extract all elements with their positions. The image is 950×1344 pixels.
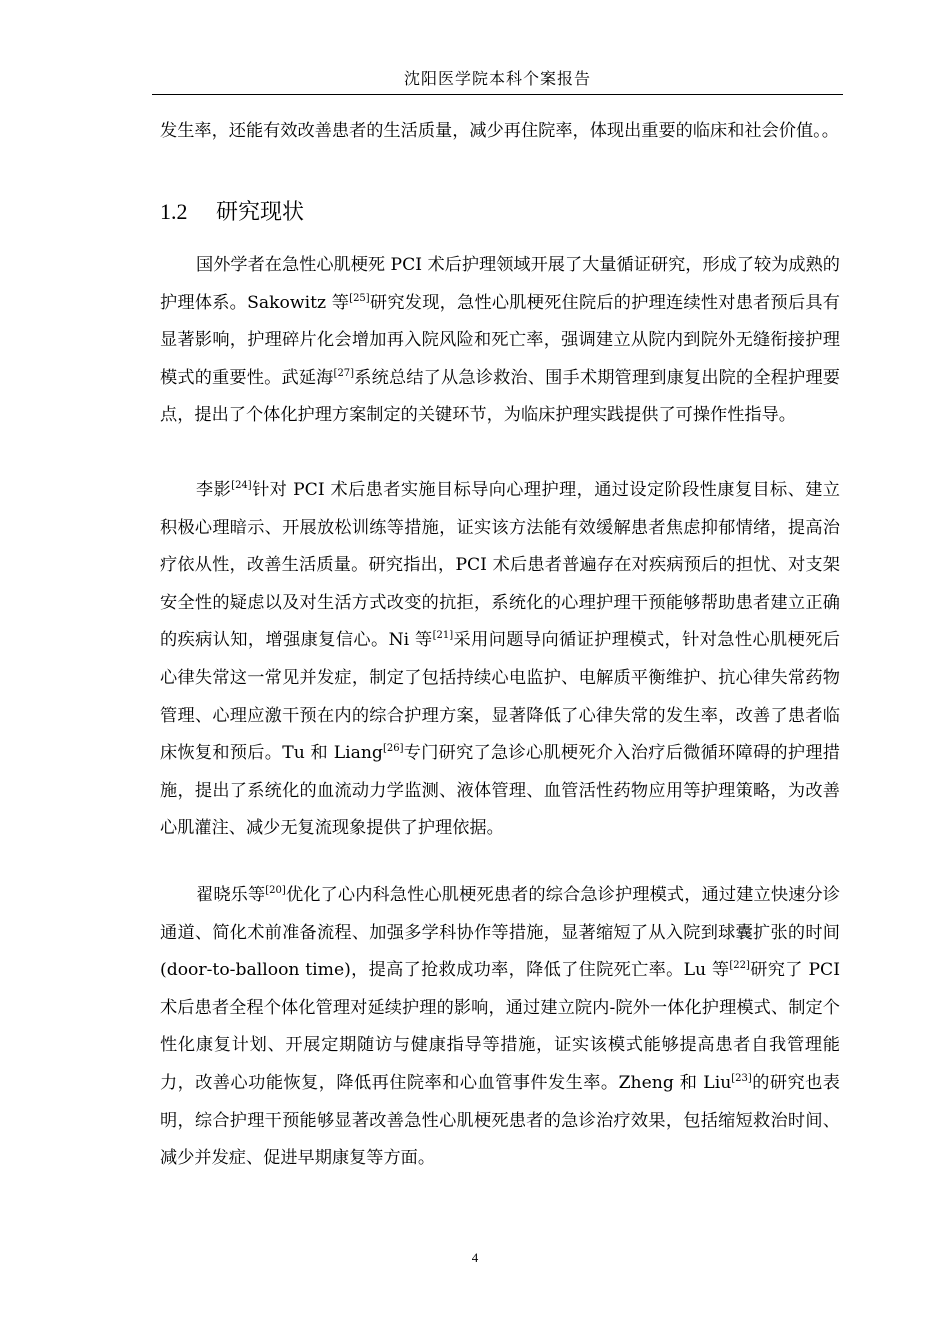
section-number: 1.2	[160, 199, 188, 224]
citation-ref: [22]	[729, 960, 750, 972]
text-run: 研究发现，急性心肌梗死住院后的护理连续性对患者预后具有显著影响，护理碎片化会增加再入院风险和死亡率，强调建立从院内到院外无缝衔接护理模式的重要性。武延海	[160, 292, 840, 388]
citation-ref: [21]	[432, 630, 454, 642]
page-header: 沈阳医学院本科个案报告	[403, 69, 591, 88]
text-run: 优化了心内科急性心肌梗死患者的综合急诊护理模式，通过建立快速分诊通道、简化术前准备流程、加强多学科协作等措施，显著缩短了从入院到球囊扩张的时间(door-to-balloon time)，提高了抢救成功率，降低了住院死亡率。Lu 等	[160, 885, 840, 981]
paragraph-1	[160, 247, 840, 435]
continuation-paragraph: 发生率，还能有效改善患者的生活质量，减少再住院率，体现出重要的临床和社会价值。。	[160, 121, 839, 141]
text-run: 采用问题导向循证护理模式，针对急性心肌梗死后心律失常这一常见并发症，制定了包括持续心电监护、电解质平衡维护、抗心律失常药物管理、心理应激干预在内的综合护理方案，显著降低了心律失常的发生率，改善了患者临床恢复和预后。Tu 和 Liang	[160, 630, 840, 764]
text-run: 系统总结了从急诊救治、围手术期管理到康复出院的全程护理要点，提出了个体化护理方案制定的关键环节，为临床护理实践提供了可操作性指导。	[160, 367, 840, 426]
header-divider	[152, 94, 843, 95]
citation-ref: [23]	[731, 1072, 752, 1084]
paragraph-2	[160, 472, 840, 848]
text-run: 的研究也表明，综合护理干预能够显著改善急性心肌梗死患者的急诊治疗效果，包括缩短救治时间、减少并发症、促进早期康复等方面。	[160, 1072, 840, 1169]
paragraph-3	[160, 877, 840, 1178]
section-heading	[160, 196, 304, 229]
citation-ref: [26]	[382, 743, 404, 755]
section-title: 研究现状	[216, 200, 305, 225]
text-run: 国外学者在急性心肌梗死 PCI 术后护理领域开展了大量循证研究，形成了较为成熟的护理体系。Sakowitz 等	[160, 255, 840, 313]
citation-ref: [27]	[333, 367, 355, 379]
text-run: 针对 PCI 术后患者实施目标导向心理护理，通过设定阶段性康复目标、建立积极心理暗示、开展放松训练等措施，证实该方法能有效缓解患者焦虑抑郁情绪，提高治疗依从性，改善生活质量。研究指出，PCI 术后患者普遍存在对疾病预后的担忧、对支架安全性的疑虑以及对生活方式改变的抗拒，系统化的心理护理干预能够帮助患者建立正确的疾病认知，增强康复信心。Ni 等	[160, 480, 840, 651]
citation-ref: [24]	[231, 480, 252, 491]
text-run: 李影	[196, 480, 232, 500]
text-run: 研究了 PCI 术后患者全程个体化管理对延续护理的影响，通过建立院内-院外一体化护理模式、制定个性化康复计划、开展定期随访与健康指导等措施，证实该模式能够提高患者自我管理能力，改善心功能恢复，降低再住院率和心血管事件发生率。Zheng 和 Liu	[160, 960, 840, 1093]
text-run: 翟晓乐等	[196, 885, 266, 905]
page-number: 4	[471, 1250, 479, 1265]
citation-ref: [25]	[349, 292, 370, 304]
citation-ref: [20]	[265, 885, 286, 896]
text-run: 专门研究了急诊心肌梗死介入治疗后微循环障碍的护理措施，提出了系统化的血流动力学监测、液体管理、血管活性药物应用等护理策略，为改善心肌灌注、减少无复流现象提供了护理依据。	[160, 743, 840, 839]
